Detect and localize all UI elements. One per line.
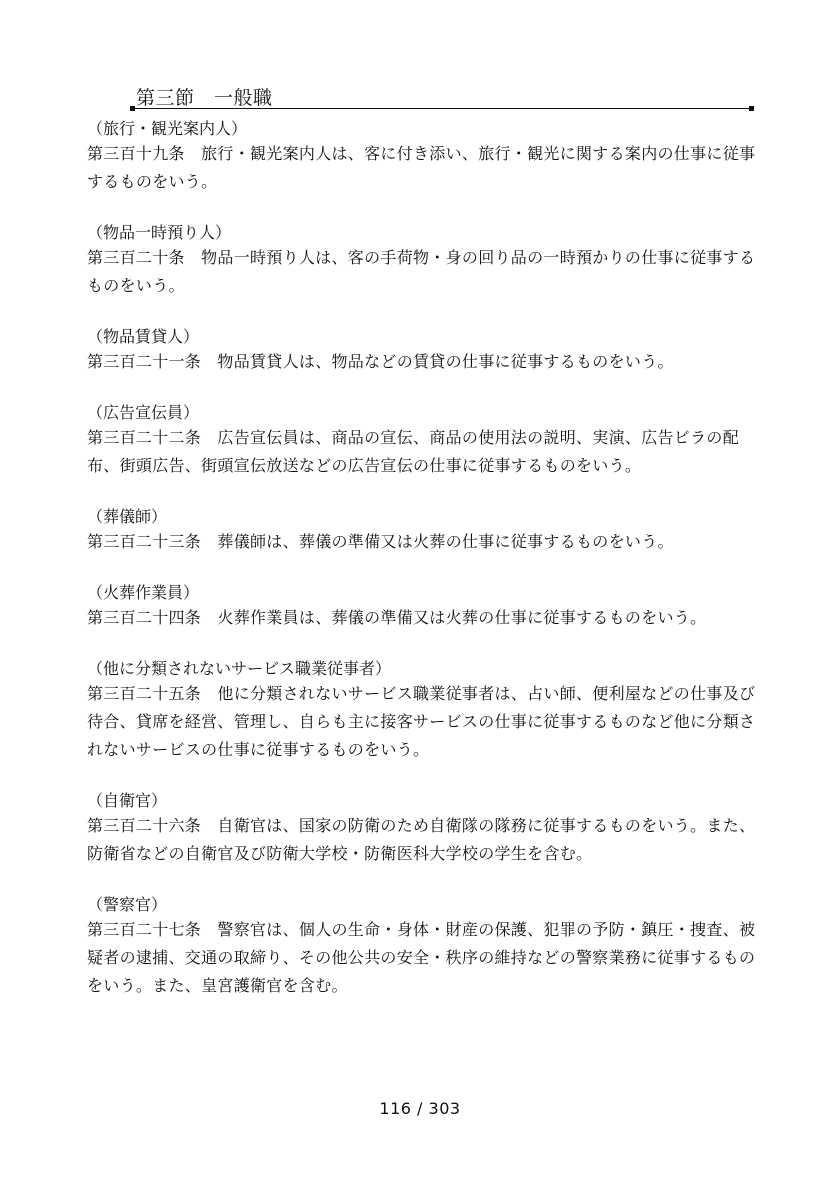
article-text: 第三百二十五条 他に分類されないサービス職業従事者は、占い師、便利屋などの仕事及び待合、貸席を経営、管理し、自らも主に接客サービスの仕事に従事するものなど他に分類されないサービスの仕事に従事するものをいう。 xyxy=(87,684,756,759)
article-caption: （葬儀師） xyxy=(87,507,168,526)
header-rule-left-marker xyxy=(130,106,135,111)
article-text: 第三百二十七条 警察官は、個人の生命・身体・財産の保護、犯罪の予防・鎮圧・捜査、被疑者の逮捕、交通の取締り、その他公共の安全・秩序の維持などの警察業務に従事するものをいう。また、皇宮護衛官を含む。 xyxy=(87,920,756,995)
article-caption: （火葬作業員） xyxy=(87,583,200,602)
article-caption: （物品一時預り人） xyxy=(87,223,232,242)
section-title: 第三節 一般職 xyxy=(136,87,273,109)
article-327 xyxy=(87,894,757,1000)
article-caption: （広告宣伝員） xyxy=(87,403,200,422)
article-325 xyxy=(87,658,757,764)
article-326 xyxy=(87,790,757,868)
article-caption: （旅行・観光案内人） xyxy=(87,119,248,138)
article-321 xyxy=(87,326,757,376)
article-text: 第三百二十条 物品一時預り人は、客の手荷物・身の回り品の一時預かりの仕事に従事するものをいう。 xyxy=(87,248,756,295)
section-header xyxy=(130,86,754,112)
page-number: 116 / 303 xyxy=(379,1099,461,1118)
article-text: 第三百二十四条 火葬作業員は、葬儀の準備又は火葬の仕事に従事するものをいう。 xyxy=(87,608,707,627)
article-caption: （自衛官） xyxy=(87,791,168,810)
article-324 xyxy=(87,582,757,632)
article-caption: （物品賃貸人） xyxy=(87,327,200,346)
article-text: 第三百二十一条 物品賃貸人は、物品などの賃貸の仕事に従事するものをいう。 xyxy=(87,352,674,371)
header-rule-right-marker xyxy=(749,106,754,111)
article-text: 第三百二十六条 自衛官は、国家の防衛のため自衛隊の隊務に従事するものをいう。また、防衛省などの自衛官及び防衛大学校・防衛医科大学校の学生を含む。 xyxy=(87,816,756,863)
article-319 xyxy=(87,118,757,196)
article-text: 第三百二十三条 葬儀師は、葬儀の準備又は火葬の仕事に従事するものをいう。 xyxy=(87,532,674,551)
article-list xyxy=(87,118,757,1026)
article-320 xyxy=(87,222,757,300)
article-322 xyxy=(87,402,757,480)
article-caption: （他に分類されないサービス職業従事者） xyxy=(87,659,392,678)
article-323 xyxy=(87,506,757,556)
article-text: 第三百二十二条 広告宣伝員は、商品の宣伝、商品の使用法の説明、実演、広告ビラの配布、街頭広告、街頭宣伝放送などの広告宣伝の仕事に従事するものをいう。 xyxy=(87,428,740,475)
header-rule xyxy=(130,108,754,109)
article-caption: （警察官） xyxy=(87,895,168,914)
article-text: 第三百十九条 旅行・観光案内人は、客に付き添い、旅行・観光に関する案内の仕事に従事するものをいう。 xyxy=(87,144,756,191)
